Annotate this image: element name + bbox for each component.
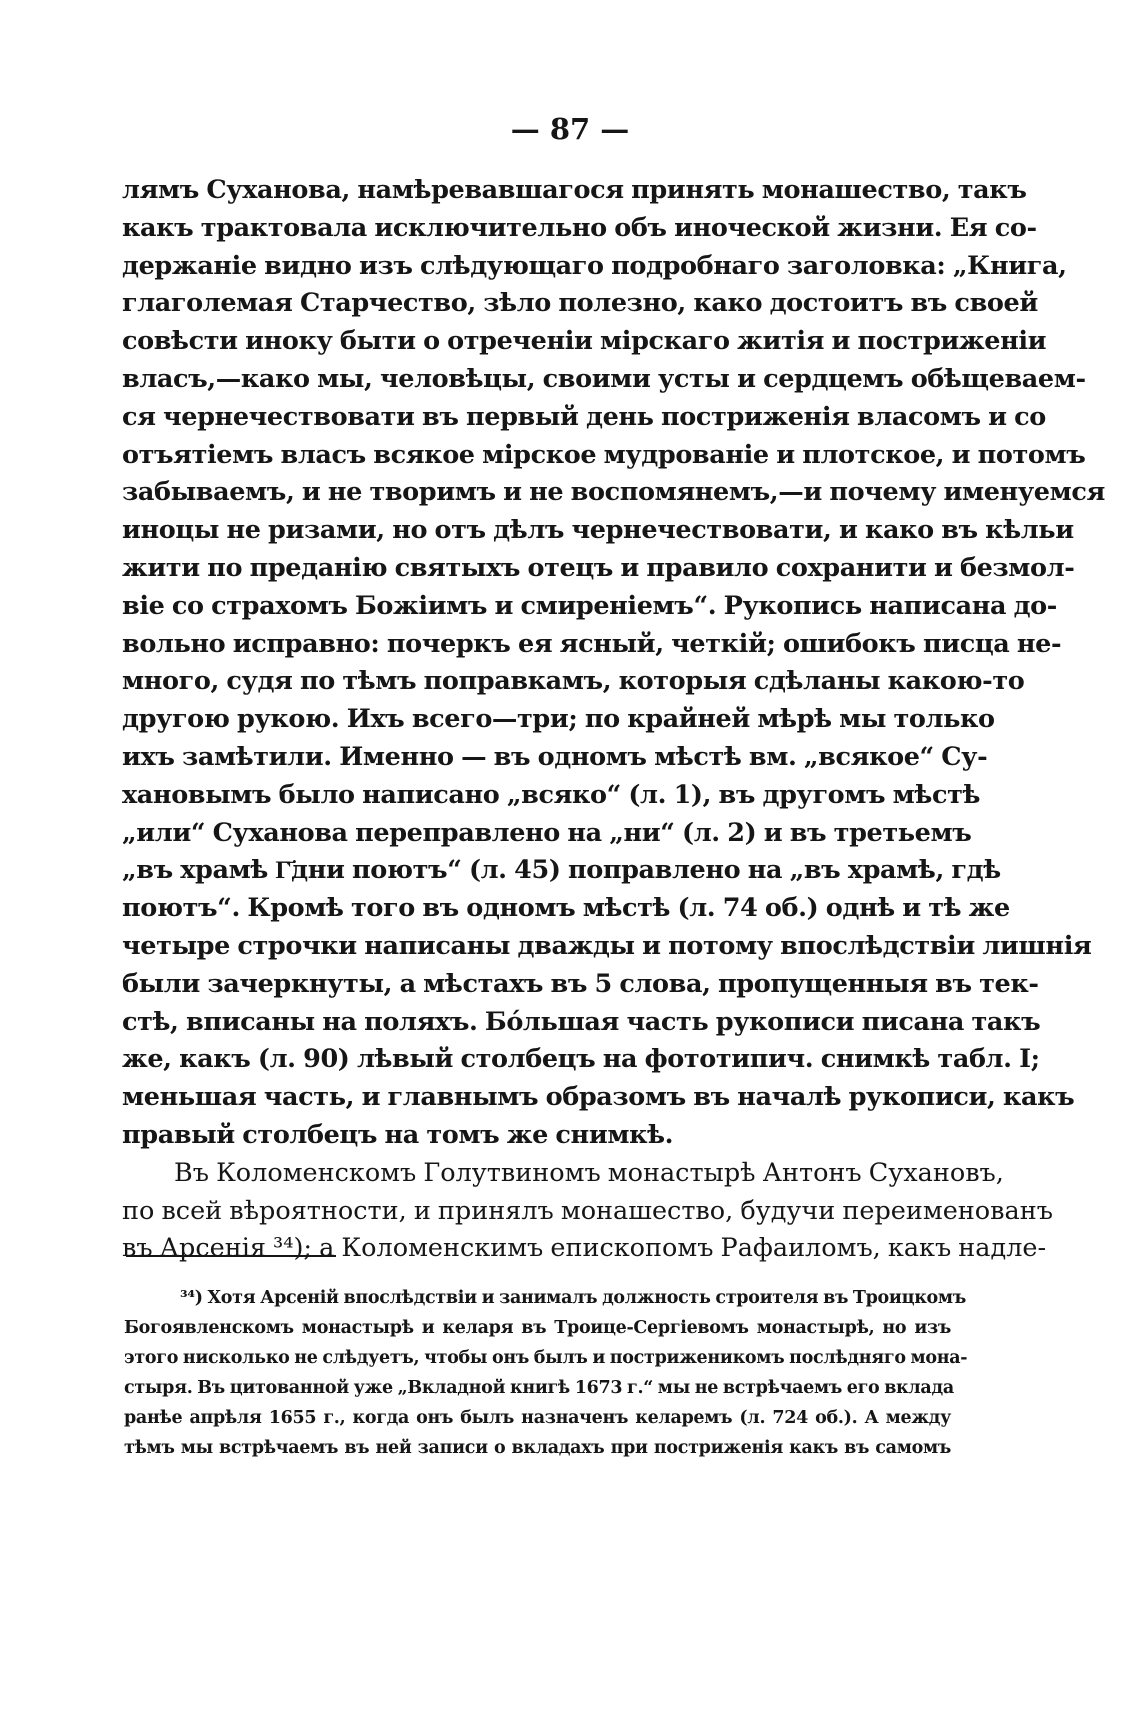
page-number: — 87 — [510, 112, 630, 146]
body-line: „или“ Суханова переправлено на „ни“ (л. 2) и въ третьемъ [122, 817, 972, 848]
body-line: совѣсти иноку быти о отреченіи мірскаго житія и постриженіи [122, 326, 1047, 357]
body-line: віе со страхомъ Божіимъ и смиреніемъ“. Рукопись написана до- [122, 590, 1057, 621]
footnote-line: Богоявленскомъ монастырѣ и келаря въ Троице-Сергіевомъ монастырѣ, но изъ [124, 1318, 951, 1338]
footnote-line: ³⁴) Хотя Арсеній впослѣдствіи и занималъ должность строителя въ Троицкомъ [180, 1288, 966, 1308]
paragraph-line: по всей вѣроятности, и принялъ монашество, будучи переименованъ [122, 1195, 1053, 1226]
body-line: жити по преданію святыхъ отецъ и правило сохранити и безмол- [122, 552, 1075, 583]
body-line: вольно исправно: почеркъ ея ясный, четкій; ошибокъ писца не- [122, 628, 1062, 659]
paragraph-line: Въ Коломенскомъ Голутвиномъ монастырѣ Антонъ Сухановъ, [174, 1157, 1004, 1188]
body-line: какъ трактовала исключительно объ иноческой жизни. Ея со- [122, 212, 1037, 243]
body-line: держаніе видно изъ слѣдующаго подробнаго заголовка: „Книга, [122, 250, 1067, 281]
footnote-line: стыря. Въ цитованной уже „Вкладной книгѣ 1673 г.“ мы не встрѣчаемъ его вклада [124, 1378, 954, 1398]
body-line: „въ храмѣ Г҃дни поютъ“ (л. 45) поправлено на „въ храмѣ, гдѣ [122, 855, 1001, 886]
body-line: хановымъ было написано „всяко“ (л. 1), въ другомъ мѣстѣ [122, 779, 981, 810]
body-line: же, какъ (л. 90) лѣвый столбецъ на фототипич. снимкѣ табл. I; [122, 1044, 1040, 1075]
body-line: много, судя по тѣмъ поправкамъ, которыя сдѣланы какою-то [122, 666, 1025, 697]
body-line: поютъ“. Кромѣ того въ одномъ мѣстѣ (л. 74 об.) однѣ и тѣ же [122, 893, 1010, 924]
footnote-line: этого нисколько не слѣдуетъ, чтобы онъ былъ и постриженикомъ послѣдняго мона- [124, 1348, 968, 1368]
body-line: отъятіемъ власъ всякое мірское мудрованіе и плотское, и потомъ [122, 439, 1086, 470]
main-text [122, 172, 1105, 1268]
body-line: ся чернечествовати въ первый день постриженія власомъ и со [122, 401, 1046, 432]
footnote [124, 1283, 968, 1463]
body-line: забываемъ, и не творимъ и не воспомянемъ,—и почему именуемся [122, 477, 1105, 508]
body-line: лямъ Суханова, намѣревавшагося принять монашество, такъ [122, 175, 1027, 205]
footnote-line: ранѣе апрѣля 1655 г., когда онъ былъ назначенъ келаремъ (л. 724 об.). А между [124, 1408, 951, 1428]
footnote-divider [126, 1255, 336, 1257]
body-line: другою рукою. Ихъ всего—три; по крайней мѣрѣ мы только [122, 704, 995, 735]
body-line: правый столбецъ на томъ же снимкѣ. [122, 1119, 674, 1150]
body-line: были зачеркнуты, а мѣстахъ въ 5 слова, пропущенныя въ тек- [122, 968, 1039, 999]
body-line: ихъ замѣтили. Именно — въ одномъ мѣстѣ вм. „всякое“ Су- [122, 741, 988, 772]
body-line: меньшая часть, и главнымъ образомъ въ началѣ рукописи, какъ [122, 1082, 1075, 1113]
body-line: иноцы не ризами, но отъ дѣлъ чернечествовати, и како въ кѣльи [122, 515, 1074, 546]
body-line: стѣ, вписаны на поляхъ. Бóльшая часть рукописи писана такъ [122, 1006, 1041, 1037]
body-line: глаголемая Старчество, зѣло полезно, како достоитъ въ своей [122, 288, 1038, 319]
footnote-line: тѣмъ мы встрѣчаемъ въ ней записи о вкладахъ при постриженія какъ въ самомъ [124, 1438, 951, 1458]
body-line: четыре строчки написаны дважды и потому впослѣдствіи лишнія [122, 930, 1092, 961]
body-line: власъ,—како мы, человѣцы, своими усты и сердцемъ обѣщеваем- [122, 363, 1086, 394]
paragraph-line: въ Арсенія ³⁴); а Коломенскимъ епископомъ Рафаиломъ, какъ надле- [122, 1233, 1047, 1264]
